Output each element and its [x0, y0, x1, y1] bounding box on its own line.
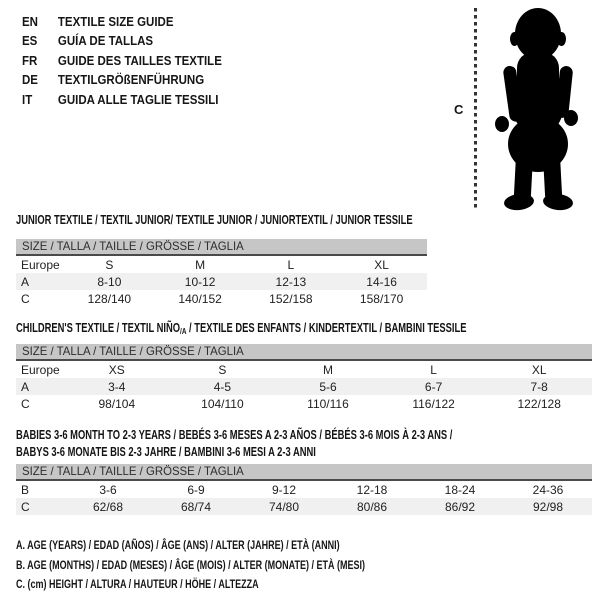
table-cell: 12-13 [275, 274, 307, 289]
junior-textile-section [16, 213, 427, 307]
row-label: B [21, 482, 30, 497]
table-cell: 6-7 [424, 379, 443, 394]
table-cell: 140/152 [178, 291, 222, 306]
lang-code: FR [22, 53, 38, 68]
table-cell: XS [108, 362, 125, 377]
table-cell: 116/122 [412, 396, 455, 411]
table-cell: 10-12 [184, 274, 216, 289]
table-cell: L [430, 362, 437, 377]
table-cell: 92/98 [532, 499, 564, 514]
size-header-bar [16, 464, 592, 481]
lang-label: TEXTILGRÖßENFÜHRUNG [57, 73, 205, 88]
lang-label: GUÍA DE TALLAS [57, 34, 154, 49]
lang-row-es [22, 32, 222, 51]
babies-table-title-line1: BABIES 3-6 MONTH TO 2-3 YEARS / BEBÉS 3-6 MESES A 2-3 AÑOS / BÉBÉS 3-6 MOIS À 2-3 ANS / [16, 428, 453, 442]
table-row [16, 498, 592, 515]
babies-table-title-line2: BABYS 3-6 MONATE BIS 2-3 JAHRE / BAMBINI 3-6 MESI A 2-3 ANNI [16, 445, 316, 459]
table-row [16, 481, 592, 498]
lang-label: GUIDA ALLE TAGLIE TESSILI [57, 92, 219, 107]
lang-row-it [22, 91, 222, 110]
lang-code: IT [22, 92, 33, 107]
table-cell: M [195, 257, 206, 272]
childrens-table-title [16, 321, 467, 336]
height-measure-label: C [454, 102, 464, 117]
table-cell: XL [374, 257, 389, 272]
row-label: C [21, 291, 30, 306]
table-cell: 74/80 [268, 499, 300, 514]
table-cell: 110/116 [307, 396, 349, 411]
junior-size-table [16, 256, 427, 307]
baby-silhouette-icon [486, 6, 592, 212]
legend-height-cm: C. (cm) HEIGHT / ALTURA / HAUTEUR / HÖHE / ALTEZZA [16, 577, 259, 591]
table-cell: 62/68 [92, 499, 124, 514]
table-cell: 80/86 [356, 499, 388, 514]
lang-row-en [22, 13, 222, 32]
childrens-textile-section [16, 321, 592, 412]
table-row [16, 395, 592, 412]
table-cell: 7-8 [530, 379, 548, 394]
table-cell: 68/74 [180, 499, 212, 514]
row-label: C [21, 499, 30, 514]
table-row [16, 290, 427, 307]
title-subscript: /A [180, 326, 187, 336]
table-cell: 14-16 [366, 274, 397, 289]
babies-textile-section [16, 427, 592, 515]
row-label: Europe [21, 257, 60, 272]
table-cell: L [287, 257, 295, 272]
table-cell: 18-24 [444, 482, 476, 497]
childrens-size-table [16, 361, 592, 412]
table-cell: 98/104 [98, 396, 136, 411]
size-header-text: SIZE / TALLA / TAILLE / GRÖSSE / TAGLIA [22, 464, 244, 478]
language-title-block [22, 13, 239, 110]
babies-size-table [16, 481, 592, 515]
table-cell: S [218, 362, 227, 377]
height-dotted-line [474, 8, 477, 210]
lang-code: DE [22, 73, 38, 88]
table-cell: 5-6 [319, 379, 337, 394]
measurement-legend [16, 536, 481, 595]
size-header-bar [16, 239, 427, 256]
table-row [16, 378, 592, 395]
legend-age-years: A. AGE (YEARS) / EDAD (AÑOS) / ÂGE (ANS) / ALTER (JAHRE) / ETÀ (ANNI) [16, 538, 340, 552]
junior-table-title: JUNIOR TEXTILE / TEXTIL JUNIOR/ TEXTILE JUNIOR / JUNIORTEXTIL / JUNIOR TESSILE [16, 213, 413, 227]
lang-code: EN [22, 15, 38, 29]
title-text: CHILDREN'S TEXTILE / TEXTIL NIÑO [16, 321, 181, 335]
size-header-text: SIZE / TALLA / TAILLE / GRÖSSE / TAGLIA [22, 239, 244, 253]
table-cell: 104/110 [201, 396, 244, 411]
table-cell: 8-10 [97, 274, 122, 289]
table-row [16, 361, 592, 378]
table-cell: 3-4 [108, 379, 126, 394]
table-cell: M [322, 362, 333, 377]
table-cell: 4-5 [213, 379, 232, 394]
table-row [16, 273, 427, 290]
table-cell: 86/92 [444, 499, 476, 514]
title-text: / TEXTILE DES ENFANTS / KINDERTEXTIL / BAMBINI TESSILE [186, 321, 467, 335]
lang-label: TEXTILE SIZE GUIDE [57, 15, 174, 29]
row-label: C [21, 396, 30, 411]
table-cell: 9-12 [271, 482, 297, 497]
row-label: A [21, 274, 30, 289]
lang-code: ES [22, 34, 38, 49]
table-cell: XL [531, 362, 547, 377]
table-cell: 122/128 [517, 396, 561, 411]
table-cell: 128/140 [87, 291, 132, 306]
size-header-text: SIZE / TALLA / TAILLE / GRÖSSE / TAGLIA [22, 344, 244, 358]
table-cell: 6-9 [187, 482, 205, 497]
row-label: A [21, 379, 30, 394]
size-header-bar [16, 344, 592, 361]
lang-label: GUIDE DES TAILLES TEXTILE [57, 53, 222, 68]
table-cell: S [105, 257, 114, 272]
lang-row-de [22, 71, 222, 90]
row-label: Europe [21, 362, 60, 377]
table-cell: 3-6 [99, 482, 117, 497]
lang-row-fr [22, 52, 222, 71]
table-cell: 24-36 [532, 482, 564, 497]
table-cell: 152/158 [269, 291, 313, 306]
table-row [16, 256, 427, 273]
table-cell: 158/170 [359, 291, 404, 306]
legend-age-months: B. AGE (MONTHS) / EDAD (MESES) / ÂGE (MOIS) / ALTER (MONATE) / ETÀ (MESI) [16, 557, 365, 572]
table-cell: 12-18 [356, 482, 388, 497]
